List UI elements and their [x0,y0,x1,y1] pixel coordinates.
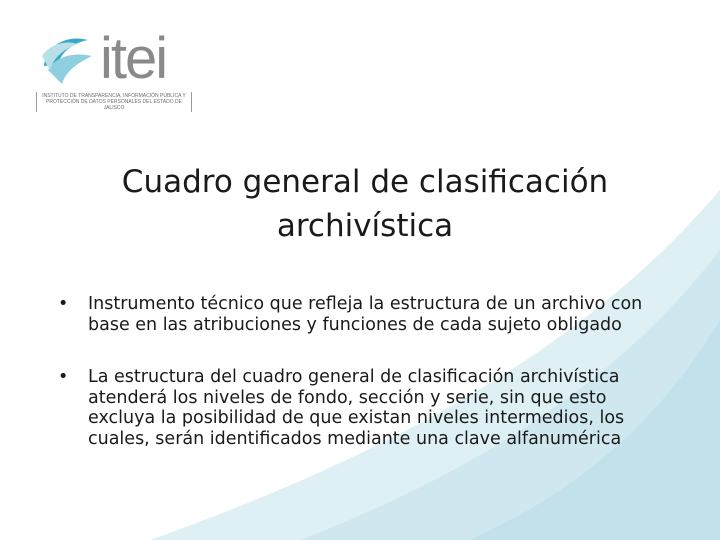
bullet-item [58,367,658,449]
logo-tagline: INSTITUTO DE TRANSPARENCIA, INFORMACIÓN PÚBLICA Y PROTECCIÓN DE DATOS PERSONALES DEL ESTADO DE JALISCO [36,92,192,112]
slide-title-line-1: Cuadro general de clasificación [121,164,609,200]
slide-title [90,160,640,248]
itei-logo [36,20,196,120]
bullet-text: Instrumento técnico que refleja la estructura de un archivo con base en las atribuciones y funciones de cada sujeto obligado [88,294,643,335]
bullet-text: La estructura del cuadro general de clasificación archivística atenderá los niveles de fondo, sección y serie, sin que esto excluya la posibilidad de que existan niveles intermedios, los cuales, serán identificados mediante una clave alfanumérica [88,367,625,449]
logo-wordmark: itei [100,26,167,91]
itei-logo-icon [36,26,100,90]
slide-title-line-2: archivística [276,208,454,244]
bullet-marker: • [58,367,69,387]
bullet-marker: • [58,294,69,314]
bullet-list [58,294,658,449]
bullet-item [58,294,658,335]
